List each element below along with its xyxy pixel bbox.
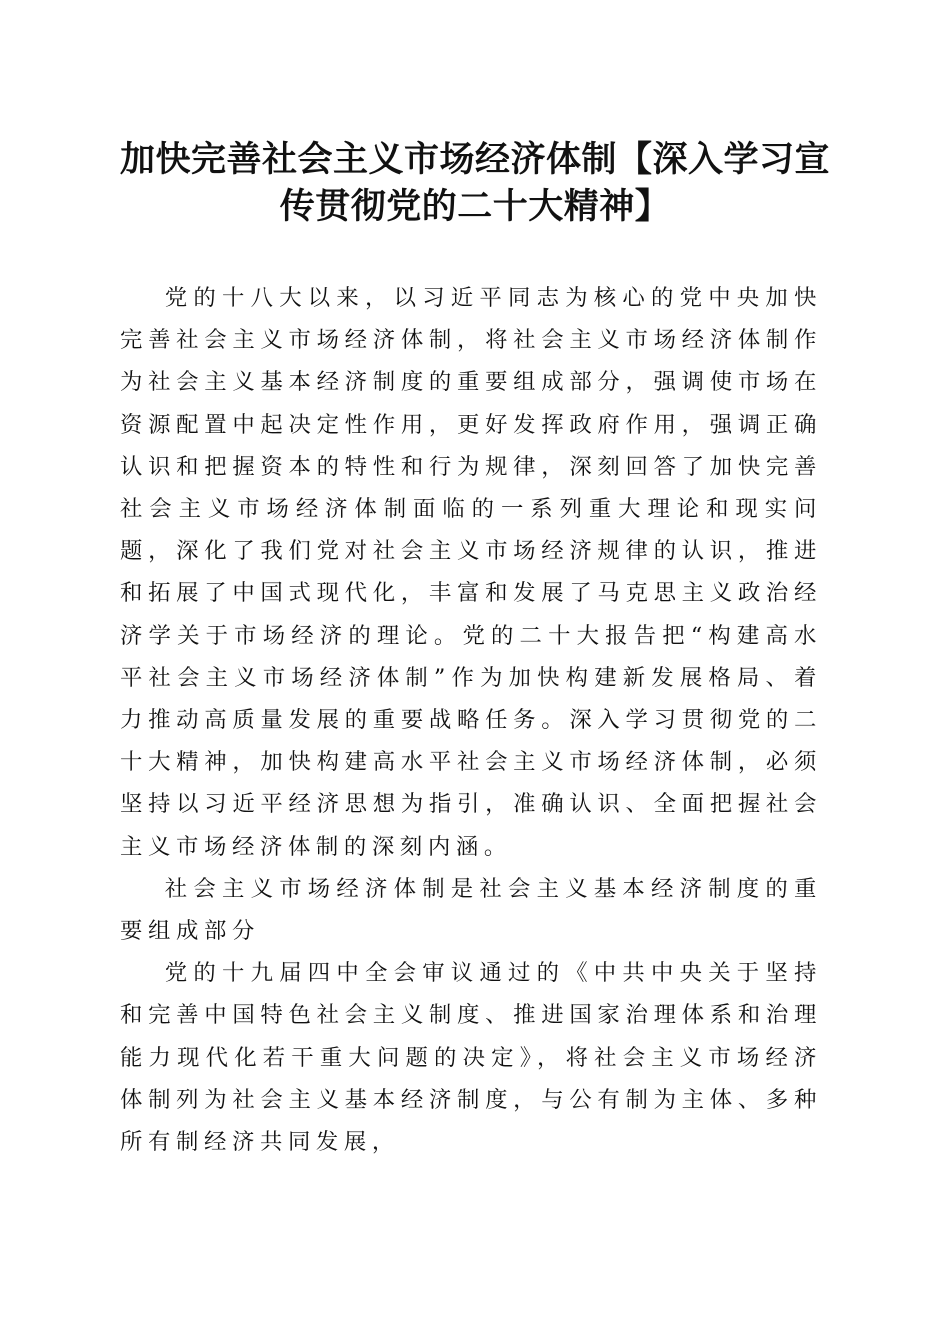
paragraph-section-1: 党的十九届四中全会审议通过的《中共中央关于坚持和完善中国特色社会主义制度、推进国家治理体系和治理能力现代化若干重大问题的决定》，将社会主义市场经济体制列为社会主义基本经济制度，与公有制为主体、多种所有制经济共同发展， xyxy=(120,960,822,1156)
document-body xyxy=(120,277,822,1163)
document-title xyxy=(110,136,840,230)
title-line-2: 传贯彻党的二十大精神】 xyxy=(279,186,671,227)
title-line-1: 加快完善社会主义市场经济体制【深入学习宣 xyxy=(119,139,830,180)
section-heading: 社会主义市场经济体制是社会主义基本经济制度的重要组成部分 xyxy=(120,875,822,945)
paragraph-intro: 党的十八大以来，以习近平同志为核心的党中央加快完善社会主义市场经济体制，将社会主义市场经济体制作为社会主义基本经济制度的重要组成部分，强调使市场在资源配置中起决定性作用，更好发挥政府作用，强调正确认识和把握资本的特性和行为规律，深刻回答了加快完善社会主义市场经济体制面临的一系列重大理论和现实问题，深化了我们党对社会主义市场经济规律的认识，推进和拓展了中国式现代化，丰富和发展了马克思主义政治经济学关于市场经济的理论。党的二十大报告把“构建高水平社会主义市场经济体制”作为加快构建新发展格局、着力推动高质量发展的重要战略任务。深入学习贯彻党的二十大精神，加快构建高水平社会主义市场经济体制，必须坚持以习近平经济思想为指引，准确认识、全面把握社会主义市场经济体制的深刻内涵。 xyxy=(120,285,822,860)
